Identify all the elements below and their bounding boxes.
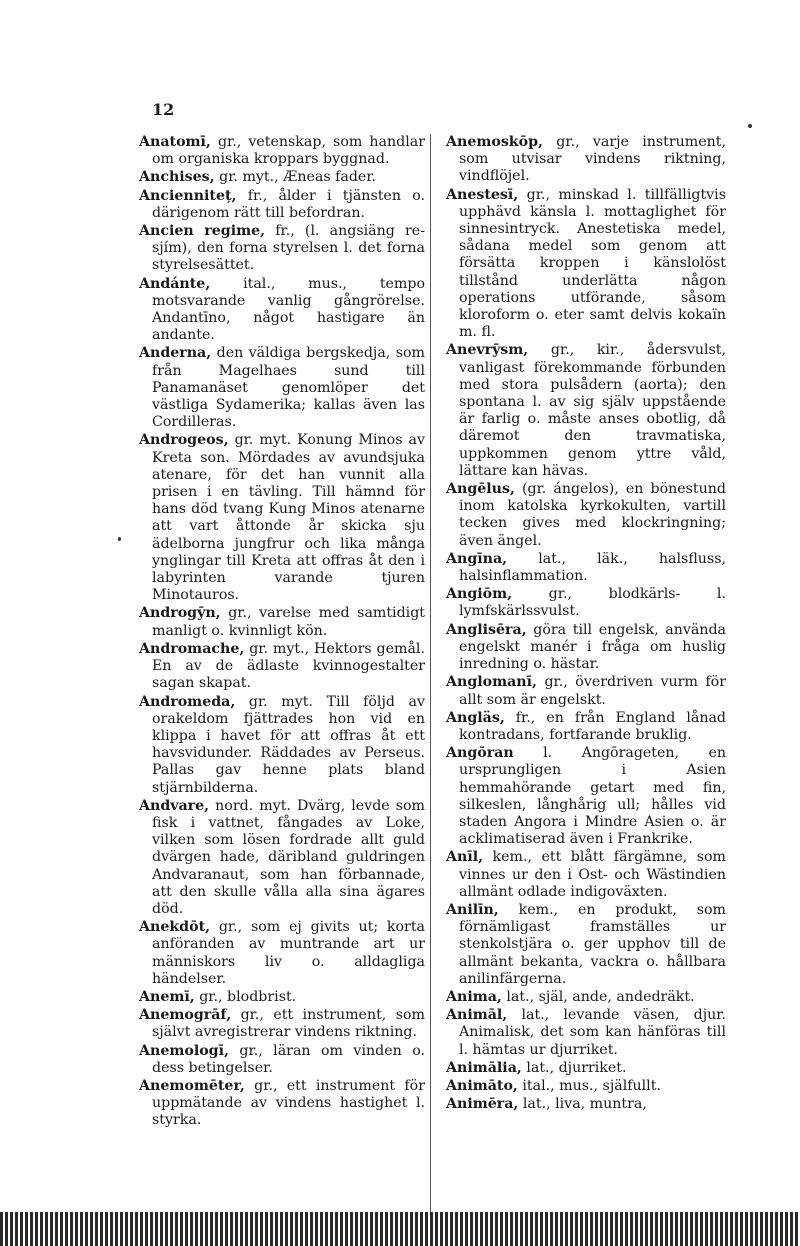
- entry-definition: gr., läran om vinden o. dess betingelser.: [152, 1042, 425, 1076]
- entry-definition: gr., ett instrument, som självt avregistrerar vindens riktning.: [152, 1007, 425, 1041]
- entry-headword: Anevrȳsm,: [446, 342, 529, 359]
- entry-definition: kem., ett blått färgämne, som vinnes ur den i Ost- och Wästindien allmänt odlade indigoväxten.: [459, 849, 726, 900]
- entry-headword: Anekdōt,: [139, 919, 211, 936]
- dictionary-entry: [139, 989, 425, 1006]
- dictionary-entry: [446, 1078, 726, 1095]
- entry-definition: ital., mus., själfullt.: [522, 1077, 661, 1094]
- column-divider: [430, 134, 431, 1214]
- entry-headword: Animāto,: [446, 1077, 518, 1094]
- entry-definition: gr., vetenskap, som handlar om organiska kroppars byggnad.: [152, 134, 425, 168]
- dictionary-entry: [139, 276, 425, 345]
- entry-definition: gr., kir., ådersvulst, vanligast förekommande förbunden med stora pulsådern (aorta); den spontana l. av sig själv uppstående är farlig o. måste anses obotlig, då däremot den travmatiska, uppkommen genom yttre våld, lättare kan hävas.: [459, 342, 726, 479]
- dictionary-entry: [139, 1078, 425, 1130]
- entry-definition: fr., en från England lånad kontradans, fortfarande bruklig.: [459, 709, 726, 743]
- dictionary-entry: [139, 223, 425, 275]
- entry-headword: Anchises,: [139, 169, 215, 186]
- entry-headword: Anestesī,: [446, 186, 519, 203]
- entry-definition: kem., en produkt, som förnämligast framställes ur stenkolstjära o. ger upphov till de allmänt bekanta, vackra o. hållbara anilinfärgerna.: [459, 901, 726, 987]
- dictionary-entry: [139, 188, 425, 222]
- entry-headword: Anemogrāf,: [139, 1007, 232, 1024]
- entry-definition: lat., liva, muntra,: [522, 1096, 647, 1113]
- dictionary-entry: [446, 481, 726, 550]
- right-column: [446, 134, 726, 1114]
- left-column: [139, 134, 425, 1131]
- entry-headword: Anderna,: [139, 345, 212, 362]
- entry-definition: gr. myt., Hektors gemål. En av de ädlaste kvinnogestalter sagan skapat.: [152, 640, 425, 692]
- entry-headword: Andánte,: [139, 275, 211, 292]
- entry-headword: Animāl,: [446, 1007, 508, 1024]
- entry-definition: lat., djurriket.: [526, 1059, 627, 1076]
- entry-headword: Ancien regime,: [139, 223, 266, 240]
- page-number: 12: [152, 100, 175, 119]
- entry-definition: gr., överdriven vurm för allt som är engelskt.: [459, 674, 726, 708]
- entry-headword: Anemī,: [139, 988, 195, 1005]
- entry-definition: gr., ett instrument för uppmätande av vindens hastighet l. styrka.: [152, 1077, 425, 1129]
- entry-definition: lat., levande väsen, djur. Animalisk, det som kan hänföras till l. hämtas ur djurriket.: [459, 1007, 726, 1058]
- dictionary-entry: [139, 1043, 425, 1077]
- dictionary-entry: [446, 551, 726, 585]
- entry-headword: Angōran: [446, 745, 514, 762]
- entry-headword: Anilīn,: [446, 901, 499, 918]
- scan-edge-band: [0, 1212, 800, 1246]
- entry-headword: Angläs,: [446, 709, 505, 726]
- ink-speck: [748, 124, 752, 128]
- entry-definition: gr., som ej givits ut; korta anföranden av muntrande art ur människors liv o. alldagliga händelser.: [152, 919, 425, 987]
- entry-headword: Anemoskōp,: [446, 134, 543, 150]
- dictionary-entry: [446, 342, 726, 480]
- entry-headword: Anima,: [446, 988, 502, 1005]
- dictionary-entry: [446, 849, 726, 901]
- entry-definition: lat., själ, ande, andedräkt.: [506, 988, 695, 1005]
- dictionary-entry: [446, 989, 726, 1006]
- dictionary-entry: [139, 432, 425, 604]
- entry-headword: Andromache,: [139, 640, 245, 657]
- dictionary-entry: [139, 1007, 425, 1041]
- entry-definition: l. Angōrageten, en ursprungligen i Asien hemmahörande getart med fin, silkeslen, långhårig ull; hålles vid staden Angora i Mindre Asien o. är acklimatiserad även i Frankrike.: [459, 745, 726, 848]
- entry-definition: göra till engelsk, använda engelskt manér i fråga om huslig inredning o. hästar.: [459, 621, 726, 673]
- entry-headword: Angiōm,: [446, 586, 513, 603]
- entry-headword: Anīl,: [446, 849, 484, 866]
- dictionary-entry: [139, 919, 425, 988]
- entry-definition: gr., blodbrist.: [199, 988, 297, 1005]
- dictionary-entry: [139, 169, 425, 186]
- entry-definition: nord. myt. Dvärg, levde som fisk i vattnet, fångades av Loke, vilken som lösen fordrade allt guld dvärgen hade, däribland guldringen Andvaranaut, som han förbannade, att den skulle vålla alla sina ägares död.: [152, 797, 425, 917]
- entry-headword: Andromeda,: [139, 693, 236, 710]
- entry-definition: gr., minskad l. tillfälligtvis upphävd känsla l. mottaglighet för sinnesintryck. Anestetiska medel, sådana medel som genom att försätta kroppen i känslolöst tillstånd underlätta någon operations utförande, såsom kloroform o. eter samt delvis kokaïn m. fl.: [459, 186, 726, 341]
- dictionary-entry: [139, 798, 425, 918]
- dictionary-entry: [446, 710, 726, 744]
- dictionary-entry: [139, 134, 425, 168]
- entry-headword: Androgeos,: [139, 432, 229, 449]
- dictionary-entry: [446, 674, 726, 708]
- entry-definition: den väldiga bergskedja, som från Magelhaes sund till Panamanäset genomlöper det västliga Sydamerika; kallas även las Cordilleras.: [152, 345, 425, 431]
- entry-headword: Anglisēra,: [446, 621, 527, 638]
- dictionary-entry: [446, 187, 726, 342]
- ink-speck: [118, 537, 121, 541]
- dictionary-entry: [446, 622, 726, 674]
- entry-headword: Anemologī,: [139, 1042, 229, 1059]
- dictionary-entry: [446, 586, 726, 620]
- entry-definition: (gr. ángelos), en bönestund inom katolska kyrkokulten, vartill tecken gives med klockringning; även ängel.: [459, 481, 726, 549]
- dictionary-entry: [446, 1007, 726, 1059]
- entry-definition: gr. myt. Konung Minos av Kreta son. Mördades av avundsjuka atenare, för det han vunnit alla prisen i en tävling. Till hämnd för hans död tvang Kung Minos atenarne att vart åttonde år skicka sju ädelborna jungfrur och lika många ynglingar till Kreta att offras åt den i labyrinten varande tjuren Minotauros.: [152, 432, 425, 604]
- entry-headword: Andvare,: [139, 797, 210, 814]
- entry-headword: Anglomanī,: [446, 674, 537, 691]
- entry-headword: Androgȳn,: [139, 605, 221, 622]
- entry-headword: Anemomēter,: [139, 1077, 245, 1094]
- dictionary-entry: [139, 345, 425, 431]
- entry-headword: Angēlus,: [446, 481, 515, 498]
- dictionary-entry: [446, 745, 726, 848]
- entry-headword: Animēra,: [446, 1096, 519, 1113]
- dictionary-entry: [446, 134, 726, 186]
- entry-headword: Ancienniteț,: [139, 187, 237, 204]
- entry-definition: lat., läk., halsfluss, halsinflammation.: [459, 550, 727, 585]
- entry-definition: gr., varelse med samtidigt manligt o. kvinnligt kön.: [152, 605, 425, 639]
- entry-definition: ital., mus., tempo motsvarande vanlig gångrörelse. Andantīno, något hastigare än andante.: [152, 275, 425, 344]
- dictionary-entry: [446, 902, 726, 988]
- entry-definition: gr. myt., Æneas fader.: [219, 169, 377, 186]
- entry-definition: fr., (l. angsiäng re-sjím), den forna styrelsen l. det forna styrelsesättet.: [152, 223, 425, 274]
- entry-definition: gr. myt. Till följd av orakeldom fjättrades hon vid en klippa i havet för att offras åt ett havsvidunder. Räddades av Perseus. Pallas gav henne plats bland stjärnbilderna.: [152, 693, 425, 796]
- dictionary-entry: [446, 1096, 726, 1113]
- entry-headword: Angīna,: [446, 550, 508, 567]
- entry-definition: gr., varje instrument, som utvisar vindens riktning, vindflöjel.: [459, 134, 726, 185]
- entry-definition: gr., blodkärls- l. lymfskärlssvulst.: [459, 586, 726, 620]
- entry-definition: fr., ålder i tjänsten o. därigenom rätt till befordran.: [152, 187, 425, 221]
- dictionary-entry: [139, 605, 425, 639]
- entry-headword: Animālia,: [446, 1059, 522, 1076]
- entry-headword: Anatomī,: [139, 134, 211, 150]
- dictionary-entry: [139, 641, 425, 693]
- dictionary-entry: [446, 1060, 726, 1077]
- dictionary-entry: [139, 694, 425, 797]
